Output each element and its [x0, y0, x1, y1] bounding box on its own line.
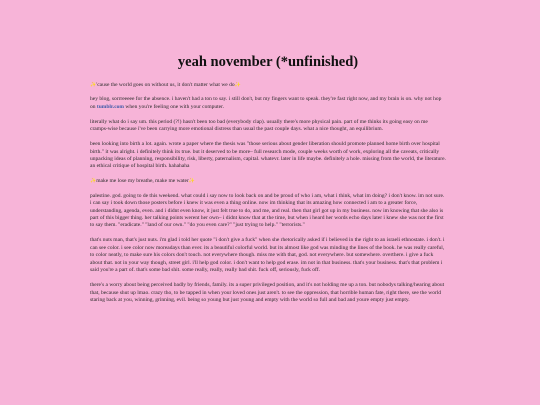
paragraph-5: that's nuts man, that's just nuts. i'm glad i told her quote "i don't give a fuck" when she rhetorically asked if i believed in the right to an israeli ethnostate. i don't. i can see color. i see color now moreadays than ever. its a beautiful colorful world. but its almost like god was minding the lines of the book. he was really careful, to color neatly, to make sure his colors don't touch. not everywhere though. miss me with that, god. not everywhere. but somewhere. overthere. i give a fuck about that. not in your way though, street girl. i'll help god color. i don't want to help god erase. im not in that business. that's your business. that's that problem i said you're a part of. that's some bad shit. some really, really, really bad shit. fuck off, seriously, fuck off.: [90, 237, 445, 274]
paragraph-2: literally what do i say um. this period (?!) hasn't been too bad (everybody clap). usually there's more physical pain. part of me thinks its going easy on me cramps-wise because i've been carrying more emotional distress than usual the past couple days. what a nice thought, an equilibrium.: [90, 118, 428, 133]
sparkle-icon: ✨: [234, 83, 241, 88]
sparkle-icon: ✨: [90, 83, 97, 88]
paragraph-1-text-a: hey blog, sorrreeeee for the absence. i haven't had a ton to say. i still don't, but my fingers want to speak. they're fast right now, and my brain is on. why not hop on: [90, 96, 442, 110]
lyric-text-1: 'cause the world goes on without us, it don't matter what we do: [96, 82, 235, 88]
lyric-text-2: make me lose my breathe, make me water: [96, 178, 189, 185]
sparkle-icon: ✨: [90, 179, 97, 185]
blog-post: [90, 54, 446, 312]
paragraph-1-text-b: when you're feeling one with your computer.: [124, 103, 224, 110]
tumblr-link[interactable]: tumblr.com: [96, 103, 125, 110]
lyric-line-1: [90, 82, 446, 89]
paragraph-4: palestine. god. going to de this weekend. what could i say now to look back on and be proud of who i am, what i think, what im doing? i don't know. im not sure. i can say i took down those posters before i knew it was even a thing online. now im thinking that its amazing how connected i am to a greater force, understanding, agenda, even. and i didnt even know, it just felt true to do, and me, and real. then that girl got up in my business. now im knowing that she also is part of this bigger thing. her talking points werent her own– i didnt know that at the time, but when i heard her words echo days later i knew she was not the first to say them. "eradicate." "land of our own." "do you even care?" "just trying to help." "terrorists.": [90, 192, 445, 229]
paragraph-6: there's a worry about being perceived badly by friends, family. its a super privileged position, and it's not holding me up a ton. but nobodys talking/hearing about that, because shut up lmao. crazy tho, to be tapped in when your loved ones just aren't. to see the oppression, that horrible human fate, right there, see the world staring back at you, winning, grinning, evil. being so young but just young and empty with the world so full and bad and youre empty just empty.: [90, 282, 445, 303]
paragraph-1: [90, 96, 446, 111]
lyric-line-2: [90, 178, 446, 185]
post-title: yeah november (*unfinished): [177, 54, 359, 70]
sparkle-icon: ✨: [188, 179, 196, 185]
paragraph-3: been looking into birth a lot. again. wrote a paper where the thesis was "those serious about gender liberation should promote planned home birth over hospital birth." it was alright. i definitely think its true. but it deserved to be more– full research mode, couple weeks worth of work, exploring all the caveats, critically unpacking ideas of planning, responsibility, risk, liberty, paternalism, capital. whatevr. later in life maybe. definitely a hole. missing from the world, the literature. an ethical critique of hospital birth. hahahaha: [90, 141, 446, 170]
